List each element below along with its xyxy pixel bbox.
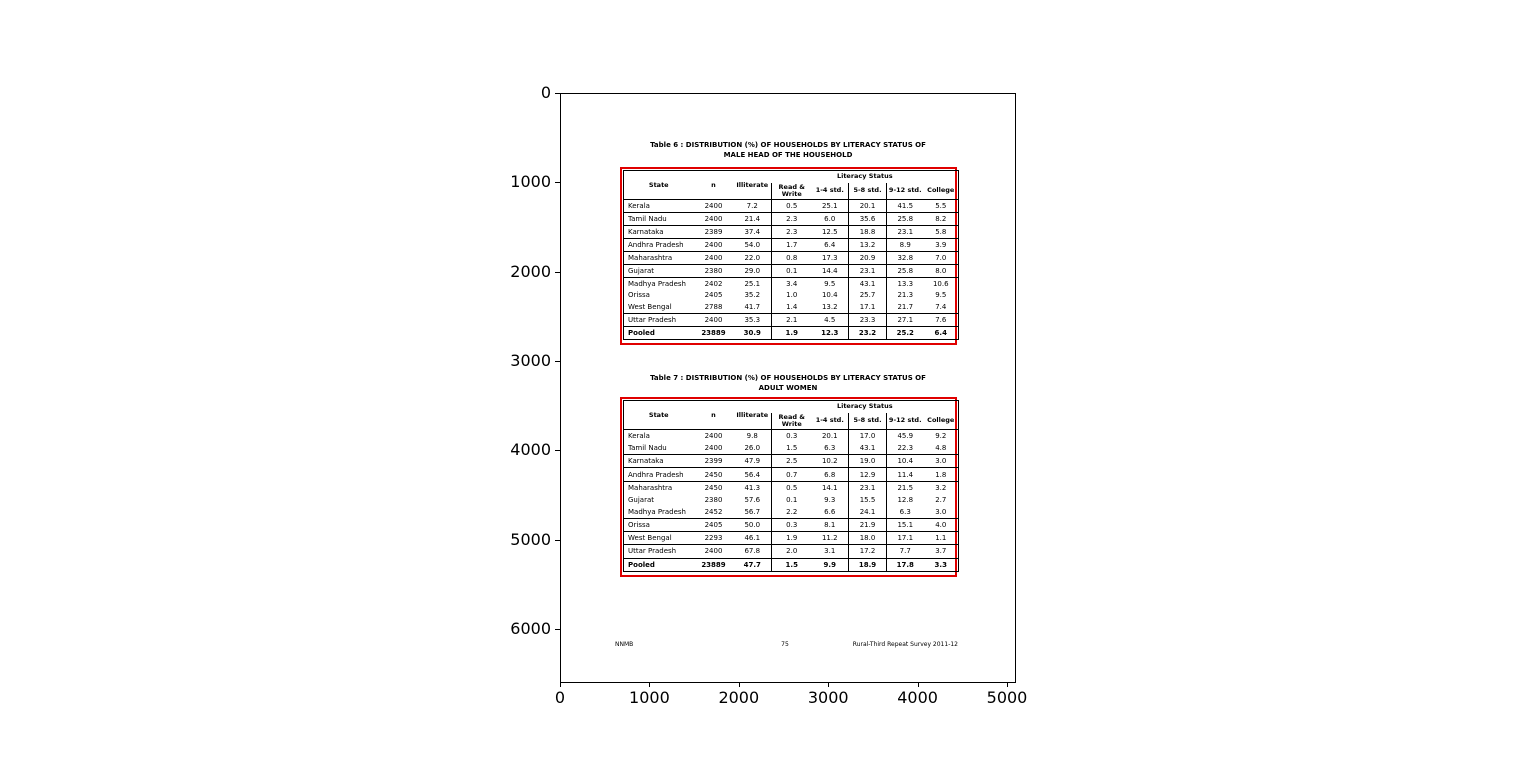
value-cell: 41.5 [887, 200, 924, 213]
value-cell: 9.8 [746, 432, 758, 441]
literacy-status-group-header: Literacy Status [836, 172, 893, 181]
value-cell: 10.4 [821, 291, 838, 300]
value-cell: 3.3 [924, 558, 959, 571]
y-axis-tick-label: 1000 [510, 172, 551, 192]
value-cell: 2399 [694, 455, 734, 468]
value-cell: 0.5 [772, 200, 812, 213]
value-cell: 0.1 [772, 264, 812, 277]
value-cell: 6.4 [812, 238, 849, 251]
table-row [624, 264, 959, 277]
value-cell: 20.1 [849, 200, 887, 213]
value-cell: 19.0 [849, 455, 887, 468]
table7-title-line2: ADULT WOMEN [758, 384, 818, 392]
value-cell: 22.0 [734, 251, 772, 264]
y-axis-tick-label: 0 [540, 83, 551, 102]
x-axis-tick-label: 3000 [807, 688, 849, 707]
value-cell: 2.5 [772, 455, 812, 468]
value-cell: 13.3 [887, 277, 924, 289]
footer-left-text: NNMB [615, 641, 634, 648]
table-row [624, 200, 959, 213]
value-cell: 1.5 [772, 442, 812, 455]
state-cell: Kerala [628, 432, 650, 441]
value-cell: 29.0 [734, 264, 772, 277]
value-cell: 1.9 [772, 326, 812, 339]
value-cell: 1.4 [772, 301, 812, 313]
value-cell: 47.7 [734, 558, 772, 571]
table6-annotation-box [620, 167, 957, 345]
value-cell: 54.0 [734, 238, 772, 251]
value-cell: 7.2 [746, 201, 758, 210]
state-cell: Kerala [628, 201, 650, 210]
value-cell: 2450 [694, 481, 734, 494]
value-cell: 25.8 [887, 264, 924, 277]
value-cell: 2400 [694, 545, 734, 558]
x-axis-tick [828, 683, 829, 687]
table-row [624, 225, 959, 238]
value-cell: 7.0 [924, 251, 959, 264]
x-axis-tick [649, 683, 650, 687]
value-cell: 0.3 [772, 430, 812, 443]
value-cell: 25.2 [887, 326, 924, 339]
column-header: 9-12 std. [887, 413, 924, 430]
value-cell: 12.5 [812, 225, 849, 238]
value-cell: 3.1 [812, 545, 849, 558]
column-header: 5-8 std. [849, 183, 887, 200]
value-cell: 23.1 [887, 225, 924, 238]
table-row [624, 326, 959, 339]
value-cell: 9.5 [812, 277, 849, 289]
value-cell: 3.2 [924, 481, 959, 494]
value-cell: 6.3 [887, 506, 924, 519]
value-cell: 2405 [694, 518, 734, 531]
column-header: n [694, 401, 734, 430]
value-cell: 7.6 [924, 313, 959, 326]
value-cell: 4.5 [812, 313, 849, 326]
column-header: Read & Write [772, 183, 812, 200]
value-cell: 1.8 [924, 468, 959, 481]
x-axis-tick [918, 683, 919, 687]
state-cell: Madhya Pradesh [624, 277, 694, 289]
literacy-status-group-header: Literacy Status [836, 402, 893, 411]
column-header: State [624, 401, 694, 430]
footer-page-number: 75 [781, 641, 789, 648]
table-row [624, 468, 959, 481]
value-cell: 32.8 [887, 251, 924, 264]
value-cell: 35.2 [744, 291, 761, 300]
y-axis-tick-label: 3000 [510, 350, 551, 370]
value-cell: 8.0 [924, 264, 959, 277]
value-cell: 25.7 [849, 290, 887, 302]
x-axis-tick [739, 683, 740, 687]
value-cell: 23889 [694, 558, 734, 571]
value-cell: 13.2 [849, 238, 887, 251]
value-cell: 2380 [694, 264, 734, 277]
value-cell: 27.1 [887, 313, 924, 326]
value-cell: 2380 [704, 495, 723, 504]
value-cell: 13.2 [821, 303, 838, 312]
table-row [624, 442, 959, 455]
x-axis-tick-label: 4000 [897, 688, 938, 707]
y-axis-tick-label: 2000 [510, 261, 551, 281]
value-cell: 2452 [704, 507, 723, 516]
x-axis-tick-label: 5000 [986, 688, 1028, 707]
value-cell: 21.7 [887, 301, 924, 313]
value-cell: 2400 [704, 444, 723, 453]
table-row [624, 277, 959, 289]
value-cell: 3.4 [772, 277, 812, 289]
value-cell: 17.1 [849, 301, 887, 313]
page-footer [561, 641, 1015, 651]
value-cell: 1.1 [924, 532, 959, 545]
table-row [624, 455, 959, 468]
state-cell: Uttar Pradesh [624, 313, 694, 326]
value-cell: 9.9 [812, 558, 849, 571]
value-cell: 2405 [704, 291, 723, 300]
value-cell: 2400 [694, 313, 734, 326]
state-cell: Pooled [624, 326, 694, 339]
table6 [623, 170, 959, 340]
column-header: n [694, 171, 734, 200]
value-cell: 10.2 [812, 455, 849, 468]
table7-annotation-box [620, 397, 957, 577]
value-cell: 18.9 [849, 558, 887, 571]
value-cell: 2389 [694, 225, 734, 238]
value-cell: 6.8 [812, 468, 849, 481]
y-axis-tick-label: 6000 [510, 618, 551, 638]
value-cell: 6.3 [824, 444, 836, 453]
value-cell: 41.7 [744, 303, 761, 312]
value-cell: 43.1 [849, 277, 887, 289]
value-cell: 5.8 [924, 225, 959, 238]
value-cell: 21.4 [734, 212, 772, 225]
value-cell: 22.3 [887, 442, 924, 455]
value-cell: 11.4 [887, 468, 924, 481]
state-cell: Andhra Pradesh [624, 238, 694, 251]
x-axis-tick-label: 1000 [629, 688, 670, 707]
value-cell: 18.8 [849, 225, 887, 238]
column-header: 9-12 std. [887, 183, 924, 200]
value-cell: 23889 [694, 326, 734, 339]
footer-right-text: Rural-Third Repeat Survey 2011-12 [852, 641, 958, 648]
value-cell: 9.2 [935, 432, 947, 441]
value-cell: 1.9 [772, 532, 812, 545]
column-header: 1-4 std. [812, 183, 849, 200]
state-cell: West Bengal [628, 303, 672, 312]
state-cell: Orissa [628, 291, 650, 300]
value-cell: 17.2 [849, 545, 887, 558]
table-row [624, 212, 959, 225]
value-cell: 41.3 [734, 481, 772, 494]
value-cell: 12.8 [887, 494, 924, 506]
value-cell: 2788 [704, 303, 723, 312]
value-cell: 24.1 [849, 506, 887, 519]
x-axis-tick-label: 2000 [718, 688, 760, 707]
y-axis-tick-label: 4000 [510, 440, 551, 460]
state-cell: Orissa [624, 518, 694, 531]
table6-title-line2: MALE HEAD OF THE HOUSEHOLD [723, 151, 853, 159]
state-cell: Karnataka [624, 455, 694, 468]
value-cell: 23.2 [849, 326, 887, 339]
table7-title [561, 373, 1015, 393]
value-cell: 57.6 [744, 495, 761, 504]
value-cell: 17.1 [887, 532, 924, 545]
value-cell: 2.3 [772, 225, 812, 238]
value-cell: 56.7 [744, 507, 761, 516]
value-cell: 15.5 [849, 494, 887, 506]
state-cell: Tamil Nadu [624, 212, 694, 225]
value-cell: 0.1 [772, 494, 812, 506]
table-row [624, 518, 959, 531]
state-cell: Maharashtra [624, 481, 694, 494]
value-cell: 9.3 [824, 495, 836, 504]
value-cell: 45.9 [887, 430, 924, 443]
table7-title-line1: Table 7 : DISTRIBUTION (%) OF HOUSEHOLDS BY LITERACY STATUS OF [650, 374, 926, 382]
value-cell: 17.8 [887, 558, 924, 571]
value-cell: 5.5 [935, 201, 947, 210]
table6-title [561, 140, 1015, 160]
x-axis-tick [1007, 683, 1008, 687]
value-cell: 0.3 [772, 518, 812, 531]
value-cell: 8.1 [812, 518, 849, 531]
value-cell: 7.4 [935, 303, 947, 312]
value-cell: 11.2 [812, 532, 849, 545]
value-cell: 35.3 [734, 313, 772, 326]
value-cell: 15.1 [887, 518, 924, 531]
value-cell: 3.9 [924, 238, 959, 251]
table-row [624, 532, 959, 545]
value-cell: 1.0 [772, 290, 812, 302]
value-cell: 3.7 [924, 545, 959, 558]
table-row [624, 313, 959, 326]
value-cell: 3.0 [924, 455, 959, 468]
value-cell: 6.4 [924, 326, 959, 339]
value-cell: 21.9 [849, 518, 887, 531]
value-cell: 6.0 [812, 212, 849, 225]
value-cell: 0.7 [772, 468, 812, 481]
value-cell: 1.7 [772, 238, 812, 251]
value-cell: 56.4 [734, 468, 772, 481]
value-cell: 23.3 [849, 313, 887, 326]
value-cell: 2.2 [772, 506, 812, 519]
table-row [624, 545, 959, 558]
table-row [624, 238, 959, 251]
value-cell: 4.8 [935, 444, 947, 453]
value-cell: 50.0 [734, 518, 772, 531]
table-row [624, 481, 959, 494]
value-cell: 6.6 [824, 507, 836, 516]
value-cell: 23.1 [849, 481, 887, 494]
state-cell: Karnataka [624, 225, 694, 238]
y-axis-tick-label: 5000 [510, 529, 551, 549]
value-cell: 2400 [694, 238, 734, 251]
value-cell: 1.5 [772, 558, 812, 571]
value-cell: 67.8 [734, 545, 772, 558]
value-cell: 8.2 [924, 212, 959, 225]
table-row [624, 558, 959, 571]
state-cell: Andhra Pradesh [624, 468, 694, 481]
table-row [624, 430, 959, 443]
state-cell: Pooled [624, 558, 694, 571]
value-cell: 2400 [704, 201, 723, 210]
value-cell: 20.1 [821, 432, 838, 441]
value-cell: 35.6 [849, 212, 887, 225]
value-cell: 2.0 [772, 545, 812, 558]
value-cell: 2400 [704, 432, 723, 441]
value-cell: 30.9 [734, 326, 772, 339]
value-cell: 0.8 [772, 251, 812, 264]
state-cell: Tamil Nadu [628, 444, 667, 453]
column-header: Illiterate [734, 171, 772, 200]
value-cell: 20.9 [849, 251, 887, 264]
column-header: 5-8 std. [849, 413, 887, 430]
column-header: 1-4 std. [812, 413, 849, 430]
state-cell: Gujarat [628, 495, 655, 504]
value-cell: 0.5 [772, 481, 812, 494]
x-axis-tick [560, 683, 561, 687]
value-cell: 14.4 [812, 264, 849, 277]
value-cell: 2400 [694, 212, 734, 225]
table-row [624, 494, 959, 506]
value-cell: 43.1 [849, 442, 887, 455]
value-cell: 12.9 [849, 468, 887, 481]
value-cell: 10.6 [924, 277, 959, 289]
value-cell: 21.3 [887, 290, 924, 302]
column-header: College [924, 183, 959, 200]
value-cell: 21.5 [887, 481, 924, 494]
value-cell: 26.0 [744, 444, 761, 453]
value-cell: 8.9 [887, 238, 924, 251]
value-cell: 17.3 [812, 251, 849, 264]
value-cell: 3.0 [935, 507, 947, 516]
value-cell: 2.1 [772, 313, 812, 326]
value-cell: 37.4 [734, 225, 772, 238]
state-cell: Maharashtra [624, 251, 694, 264]
state-cell: Madhya Pradesh [628, 507, 686, 516]
state-cell: Uttar Pradesh [624, 545, 694, 558]
value-cell: 17.0 [849, 430, 887, 443]
state-cell: Gujarat [624, 264, 694, 277]
value-cell: 2.7 [935, 495, 947, 504]
value-cell: 18.0 [849, 532, 887, 545]
value-cell: 2293 [694, 532, 734, 545]
table-row [624, 506, 959, 519]
column-header: Illiterate [734, 401, 772, 430]
table-row [624, 251, 959, 264]
value-cell: 25.8 [887, 212, 924, 225]
value-cell: 9.5 [935, 291, 947, 300]
value-cell: 25.1 [734, 277, 772, 289]
value-cell: 14.1 [812, 481, 849, 494]
value-cell: 4.0 [924, 518, 959, 531]
table7 [623, 400, 959, 572]
value-cell: 7.7 [887, 545, 924, 558]
table-row [624, 301, 959, 313]
value-cell: 25.1 [821, 201, 838, 210]
column-header: State [624, 171, 694, 200]
value-cell: 2.3 [772, 212, 812, 225]
value-cell: 47.9 [734, 455, 772, 468]
plot-area [560, 93, 1016, 683]
table-row [624, 290, 959, 302]
state-cell: West Bengal [624, 532, 694, 545]
table6-title-line1: Table 6 : DISTRIBUTION (%) OF HOUSEHOLDS BY LITERACY STATUS OF [650, 141, 926, 149]
x-axis-tick-label: 0 [554, 688, 566, 707]
column-header: College [924, 413, 959, 430]
value-cell: 2450 [694, 468, 734, 481]
value-cell: 2400 [694, 251, 734, 264]
value-cell: 10.4 [887, 455, 924, 468]
value-cell: 12.3 [812, 326, 849, 339]
value-cell: 23.1 [849, 264, 887, 277]
value-cell: 2402 [694, 277, 734, 289]
column-header: Read & Write [772, 413, 812, 430]
value-cell: 46.1 [734, 532, 772, 545]
